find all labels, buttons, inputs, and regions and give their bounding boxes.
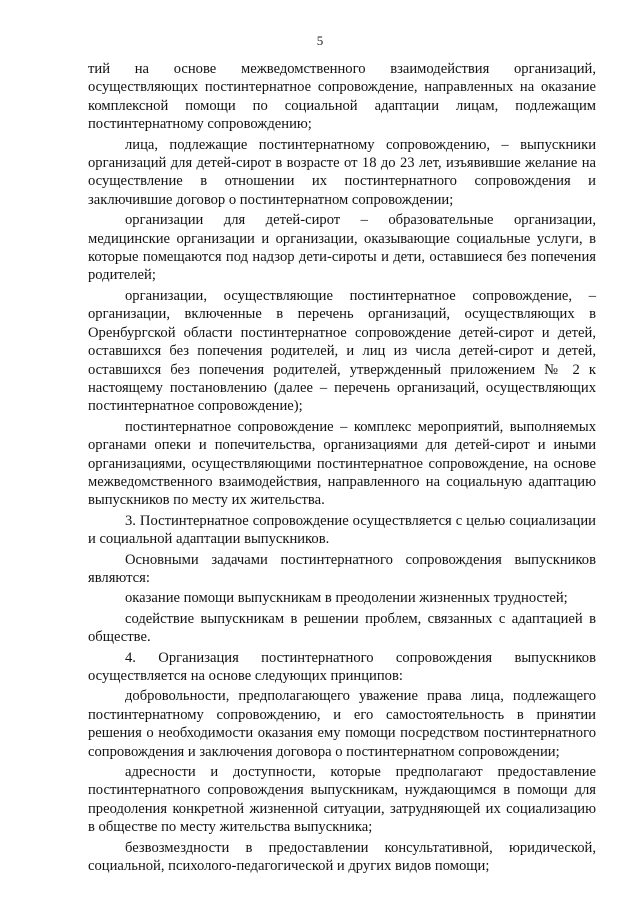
paragraph-definition-support: постинтернатное сопровождение – комплекс мероприятий, выполняемых органами опеки и попечительства, организациями для детей-сирот и иными организациями, осуществляющими постинтернатное сопровождение, на основе межведомственного взаимодействия, направленного на социальную адаптацию выпускников по месту их жительства. <box>88 418 596 509</box>
paragraph-definition-orphan-organizations: организации для детей-сирот – образовательные организации, медицинские организации и организации, оказывающие социальные услуги, в которые помещаются под надзор дети-сироты и дети, оставшиеся без попечения родителей; <box>88 212 596 284</box>
paragraph-clause-4: 4. Организация постинтернатного сопровождения выпускников осуществляется на основе следующих принципов: <box>88 649 596 684</box>
paragraph-definition-support-organizations: организации, осуществляющие постинтернатное сопровождение, – организации, включенные в перечень организаций, осуществляющих в Оренбургской области постинтернатное сопровождение детей-сирот и детей, оставшихся без попечения родителей, и лиц из числа детей-сирот и детей, оставшихся без попечения родителей, утвержденный приложением № 2 к настоящему постановлению (далее – перечень организаций, осуществляющих постинтернатное сопровождение); <box>88 287 596 415</box>
paragraph-definition-persons: лица, подлежащие постинтернатному сопровождению, – выпускники организаций для детей-сирот в возрасте от 18 до 23 лет, изъявившие желание на осуществление в отношении их постинтернатного сопровождения и заключившие договор о постинтернатном сопровождении; <box>88 136 596 208</box>
page-number: 5 <box>316 33 324 48</box>
paragraph-principle-voluntariness: добровольности, предполагающего уважение права лица, подлежащего постинтернатному сопровождению, и его самостоятельность в принятии решения о необходимости оказания ему помощи посредством постинтернатного сопровождения и заключения договора о постинтернатном сопровождении; <box>88 688 596 760</box>
paragraph-task-assistance: оказание помощи выпускникам в преодолении жизненных трудностей; <box>125 590 568 607</box>
paragraph-continuation: тий на основе межведомственного взаимодействия организаций, осуществляющих постинтернатное сопровождение, направленных на оказание комплексной помощи по социальной адаптации лицам, подлежащим постинтернатному сопровождению; <box>88 61 596 133</box>
paragraph-clause-3: 3. Постинтернатное сопровождение осуществляется с целью социализации и социальной адаптации выпускников. <box>88 512 596 548</box>
paragraph-main-tasks: Основными задачами постинтернатного сопровождения выпускников являются: <box>88 551 596 586</box>
paragraph-task-adaptation: содействие выпускникам в решении проблем, связанных с адаптацией в обществе. <box>88 610 596 646</box>
document-body <box>88 60 596 875</box>
paragraph-principle-targeting: адресности и доступности, которые предполагают предоставление постинтернатного сопровождения выпускникам, нуждающимся в помощи для преодоления конкретной жизненной ситуации, затрудняющей их социализацию в обществе по месту жительства выпускника; <box>88 764 596 836</box>
paragraph-principle-free-of-charge: безвозмездности в предоставлении консультативной, юридической, социальной, психолого-педагогической и других видов помощи; <box>88 839 596 875</box>
